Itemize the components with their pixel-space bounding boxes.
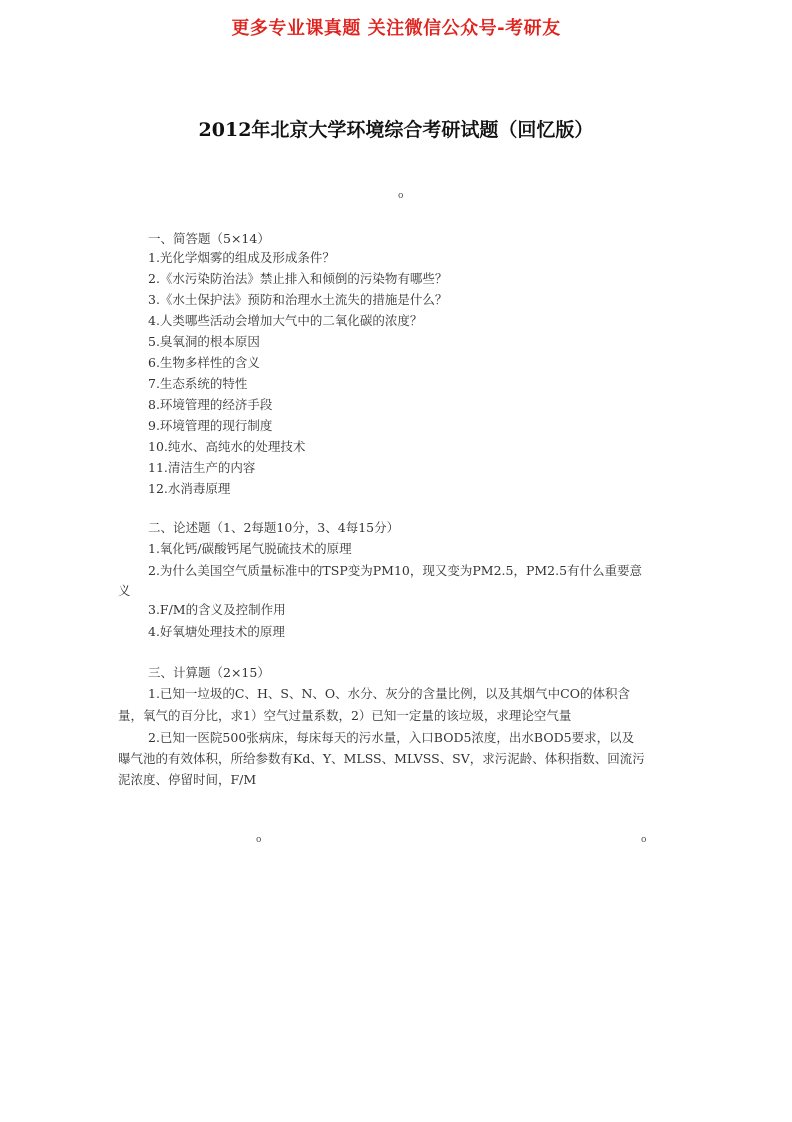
section-heading: 三、计算题（2×15） bbox=[148, 665, 270, 680]
paragraph-mark: o bbox=[641, 835, 647, 845]
question-item-continued: 曝气池的有效体积，所给参数有Kd、Y、MLSS、MLVSS、SV，求污泥龄、体积指数、回流污 bbox=[118, 751, 645, 766]
question-item-continued: 泥浓度、停留时间，F/M bbox=[118, 772, 257, 787]
question-item: 10.纯水、高纯水的处理技术 bbox=[148, 439, 306, 454]
question-item-continued: 义 bbox=[118, 583, 131, 598]
paragraph-mark: o bbox=[256, 835, 262, 845]
question-item: 1.光化学烟雾的组成及形成条件？ bbox=[148, 250, 335, 265]
section-heading: 一、简答题（5×14） bbox=[148, 231, 270, 246]
question-item: 4.人类哪些活动会增加大气中的二氧化碳的浓度？ bbox=[148, 313, 423, 328]
question-item: 3.《水土保护法》预防和治理水土流失的措施是什么？ bbox=[148, 292, 448, 307]
question-item: 1.氧化钙/碳酸钙尾气脱硫技术的原理 bbox=[148, 541, 352, 556]
question-item: 2.为什么美国空气质量标准中的TSP变为PM10，现又变为PM2.5，PM2.5有什么重要意 bbox=[148, 563, 643, 578]
question-item-continued: 量，氧气的百分比，求1）空气过量系数，2）已知一定量的该垃圾，求理论空气量 bbox=[118, 708, 572, 723]
question-item: 2.已知一医院500张病床，每床每天的污水量，入口BOD5浓度，出水BOD5要求，以及 bbox=[148, 730, 635, 745]
question-item: 1.已知一垃圾的C、H、S、N、O、水分、灰分的含量比例，以及其烟气中CO的体积含 bbox=[148, 686, 630, 701]
question-item: 5.臭氧洞的根本原因 bbox=[148, 334, 260, 349]
question-item: 4.好氧塘处理技术的原理 bbox=[148, 624, 285, 639]
question-item: 9.环境管理的现行制度 bbox=[148, 418, 273, 433]
paragraph-mark: o bbox=[398, 191, 404, 201]
question-item: 11.清洁生产的内容 bbox=[148, 460, 256, 475]
promo-banner: 更多专业课真题 关注微信公众号-考研友 bbox=[231, 18, 561, 39]
question-item: 8.环境管理的经济手段 bbox=[148, 397, 273, 412]
section-heading: 二、论述题（1、2每题10分，3、4每15分） bbox=[148, 520, 400, 535]
question-item: 7.生态系统的特性 bbox=[148, 376, 248, 391]
question-item: 2.《水污染防治法》禁止排入和倾倒的污染物有哪些？ bbox=[148, 271, 448, 286]
question-item: 3.F/M的含义及控制作用 bbox=[148, 602, 286, 617]
question-item: 12.水消毒原理 bbox=[148, 481, 231, 496]
question-item: 6.生物多样性的含义 bbox=[148, 355, 260, 370]
document-title: 2012年北京大学环境综合考研试题（回忆版） bbox=[198, 119, 594, 141]
